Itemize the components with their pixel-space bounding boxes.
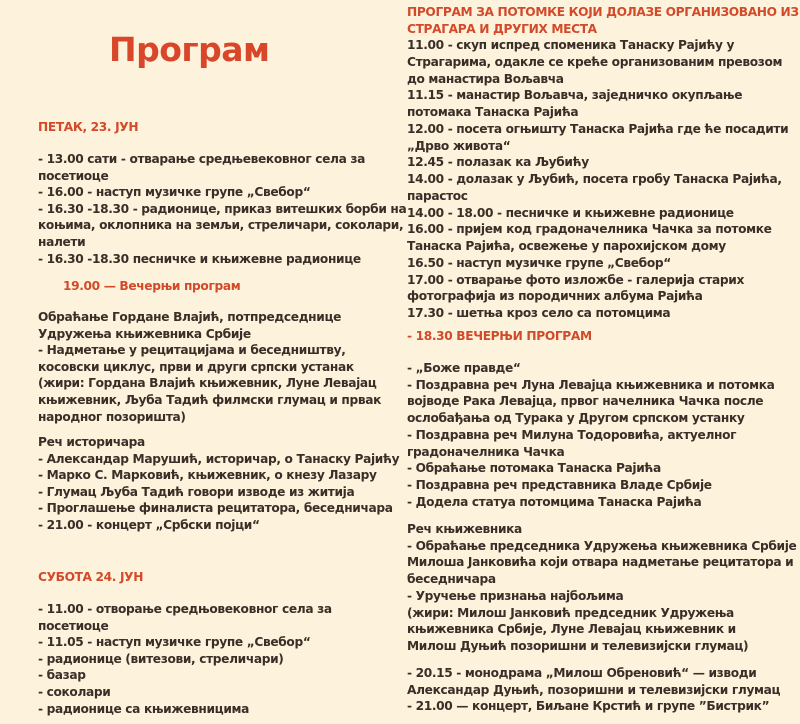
descendants-item: „Дрво живота“ <box>407 138 511 153</box>
writer-item: Милоша Јанковића који отвара надметање рецитатора и <box>407 555 794 570</box>
evening-heading: - 18.30 ВЕЧЕРЊИ ПРОГРАМ <box>407 329 592 343</box>
friday-item: - 13.00 сати - отварање средњевековног села за <box>38 152 365 166</box>
friday-item: коњима, оклопника на земљи, стреличари, соколари, <box>38 218 404 233</box>
evening-item: народног позоришта) <box>38 409 186 424</box>
evening-item: (жири: Гордана Влајић књижевник, Луне Левајац <box>38 376 377 391</box>
historian-item: - Александар Марушић, историчар, о Танаску Рајићу <box>38 451 400 466</box>
descendants-item: 14.00 - 18.00 - песничке и књижевне радионице <box>407 205 734 220</box>
evening-item: - Поздравна реч представника Владе Србије <box>407 477 712 492</box>
evening-item: градоначелника Чачка <box>407 444 565 459</box>
evening-item: књижевник, Љуба Тадић филмски глумац и првак <box>38 393 382 407</box>
evening-item: Обраћање Гордане Влајић, потпредседнице <box>38 310 342 324</box>
saturday-item: посетиоце <box>38 618 109 633</box>
saturday-item: - радионице са књижевницима <box>38 701 250 716</box>
evening-item: - „Боже правде“ <box>407 361 521 375</box>
writer-item: - Уручење признања најбољима <box>407 588 624 603</box>
descendants-item: 12.45 - полазак ка Љубићу <box>407 155 589 170</box>
descendants-item: до манастира Вољавча <box>407 71 564 86</box>
writer-item: књижевника Србије, Луне Левајац књижевник и <box>407 622 736 637</box>
saturday-item: - соколари <box>38 685 111 699</box>
saturday-item: - базар <box>38 668 86 683</box>
writer-item: Реч књижевника <box>407 522 522 536</box>
evening-item: Удружења књижевника Србије <box>38 326 251 341</box>
evening-item: косовски циклус, први и други српски устанак <box>38 359 354 374</box>
saturday-heading: СУБОТА 24. ЈУН <box>38 570 144 584</box>
descendants-item: парастос <box>407 188 468 203</box>
final-item: - 21.00 — концерт, Биљане Крстић и групе ”Бистрик” <box>407 699 770 714</box>
saturday-item: - радионице (витезови, стреличари) <box>38 651 284 666</box>
writer-item: беседничара <box>407 572 496 587</box>
descendants-item: 11.00 - скуп испред споменика Танаску Рајићу у <box>407 38 735 52</box>
friday-item: налети <box>38 235 86 249</box>
descendants-item: 11.15 - манастир Вољавча, заједничко окупљање <box>407 88 743 103</box>
saturday-item: - 11.05 - наступ музичке групе „Свебор“ <box>38 635 311 650</box>
final-item: Александар Дуњић, позоришни и телевизијски глумац <box>407 682 781 697</box>
historian-item: - 21.00 - концерт „Србски појци“ <box>38 518 260 532</box>
descendants-heading: СТРАГАРА И ДРУГИХ МЕСТА <box>407 21 597 36</box>
descendants-item: 17.30 - шетња кроз село са потомцима <box>407 306 671 320</box>
writer-item: Милош Дуњић позоришни и телевизијски глумац) <box>407 638 749 653</box>
evening-item: - Додела статуа потомцима Танаска Рајића <box>407 494 702 509</box>
friday-item: посетиоце <box>38 168 109 183</box>
evening-heading: 19.00 — Вечерњи програм <box>63 279 241 293</box>
descendants-item: 16.00 - пријем код градоначелника Чачка за потомке <box>407 222 772 237</box>
historian-item: Реч историчара <box>38 435 145 449</box>
evening-item: - Надметање у рецитацијама и беседништву, <box>38 343 346 358</box>
evening-item: - Поздравна реч Милуна Тодоровића, актуелног <box>407 427 737 442</box>
descendants-item: 14.00 - долазак у Љубић, посета гробу Танаска Рајића, <box>407 172 782 186</box>
saturday-item: - 11.00 - отворање средњовековног села за <box>38 602 332 616</box>
descendants-item: фотографија из породичних албума Рајића <box>407 289 703 304</box>
evening-item: - Обраћање потомака Танаска Рајића <box>407 461 661 476</box>
final-item: - 20.15 - монодрама „Милош Обреновић“ — изводи <box>407 666 757 680</box>
friday-item: - 16.00 - наступ музичке групе „Свебор“ <box>38 185 311 200</box>
descendants-item: 16.50 - наступ музичке групе „Свебор“ <box>407 255 671 270</box>
historian-item: - Глумац Љуба Тадић говори изводе из житија <box>38 484 355 499</box>
writer-item: - Обраћање председника Удружења књижевника Србије <box>407 538 797 553</box>
page-title: Програм <box>109 30 270 69</box>
descendants-item: 17.00 - отварање фото изложбе - галерија старих <box>407 272 744 287</box>
evening-item: ослобађања од Турака у Другом српском устанку <box>407 411 745 426</box>
descendants-item: 12.00 - посета огњишту Танаска Рајића где ће посадити <box>407 121 789 136</box>
friday-heading: ПЕТАК, 23. ЈУН <box>38 120 139 134</box>
friday-item: - 16.30 -18.30 песничке и књижевне радионице <box>38 251 361 266</box>
descendants-item: Страгарима, одакле се креће организованим превозом <box>407 54 783 69</box>
writer-item: (жири: Милош Јанковић председник Удружења <box>407 605 734 620</box>
evening-item: - Поздравна реч Луна Левајца књижевника и потомка <box>407 377 775 392</box>
historian-item: - Проглашење финалиста рецитатора, беседничара <box>38 501 393 516</box>
descendants-item: потомака Танаска Рајића <box>407 105 579 119</box>
descendants-heading: ПРОГРАМ ЗА ПОТОМКЕ КОЈИ ДОЛАЗЕ ОРГАНИЗОВАНО ИЗ <box>407 5 799 19</box>
friday-item: - 16.30 -18.30 - радионице, приказ витешких борби на <box>38 201 407 216</box>
descendants-item: Танаска Рајића, освежење у парохијском дому <box>407 239 726 253</box>
evening-item: војводе Рака Левајца, првог начелника Чачка после <box>407 394 764 409</box>
historian-item: - Марко С. Марковић, књижевник, о кнезу Лазару <box>38 468 377 483</box>
